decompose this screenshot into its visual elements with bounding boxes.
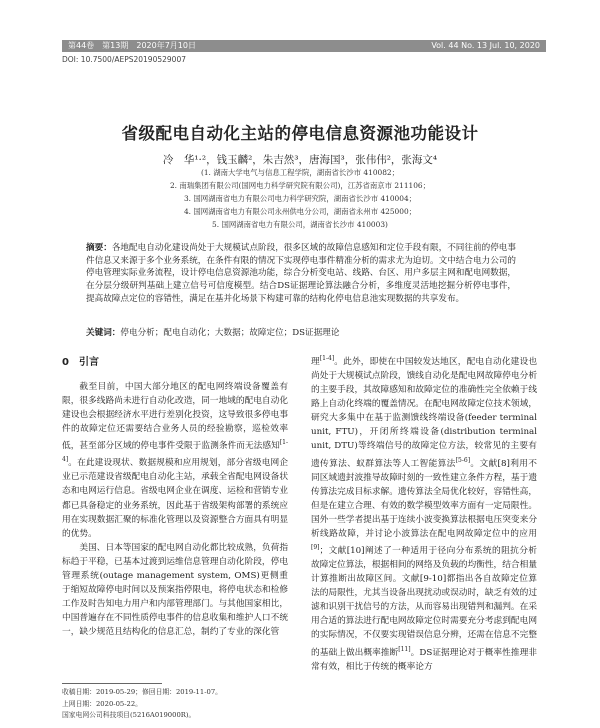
paragraph: 美国、日本等国家的配电网自动化都比较成熟，负荷指标趋于平稳，已基本过渡到运维信息管理自动化阶段，停电管理系统(outage management system, OMS)更侧重于缩短故障停电时间以及预案指停限电，将停电状态和检修工作及时告知电力用户和内部管理部门。与其他国家相比，中国普遍存在不同性质停电事件的信息收集和维护人口不统一，缺少规范且结构化的信息汇总，制约了专业的深化管 [62, 542, 288, 638]
section-heading: 0 引言 [62, 357, 99, 368]
citation: [5-6] [455, 456, 471, 464]
author-list: 冷 华¹·²，钱玉麟²，朱吉然³，唐海国³，张伟伟²，张海文⁴ [162, 154, 438, 166]
abstract-text: 各地配电自动化建设尚处于大规模试点阶段，很多区域的故障信息感知和定位手段有限，不同往前的停电事件信息又来源于多个业务系统，在条件有限的情况下实现停电事件精准分析的需求尤为迫切。文中结合电力公司的停电管理实际业务流程，设计停电信息资源池功能，综合分析变电站、线路、台区、用户多层主网和配电网数据，在分层分级研判基础上建立信号可信度模型。结合DS证据理论算法融合分析，多维度灵活地挖掘分析停电事件，提高故障点定位的容错性，满足在基并化场景下构建可靠的结构化停电信息池实现数据的共享发布。 [86, 243, 516, 304]
affiliation-line: 3. 国网湖南省电力有限公司电力科学研究院，湖南省长沙市 410004； [183, 194, 417, 203]
keywords-text: 停电分析；配电自动化；大数据；故障定位；DS证据理论 [120, 328, 340, 338]
citation: [11] [398, 645, 411, 653]
keywords-label: 关键词： [86, 328, 121, 338]
affiliation-line: 2. 南瑞集团有限公司(国网电力科学研究院有限公司)，江苏省南京市 211106； [169, 181, 431, 190]
footnotes [62, 687, 288, 722]
paragraph: 理[1-4]。此外，即使在中国较发达地区，配电自动化建设也尚处于大规模试点阶段，馈线自动化是配电网故障停电分析的主要手段，其故障感知和故障定位的准确性完全依赖于线路上自动化终端的覆盖情况。在配电网故障定位技术领域，研究大多集中在基于监测馈线终端设备(feeder terminal unit, FTU)，开闭所终端设备(distribution terminal unit, DTU)等终端信号的故障定位方法，较常见的主要有遗传算法、蚁群算法等人工智能算法[5-6]。文献[8]利用不同区域遗封波推导故障时刻的一致性建立条件方程，基于遗传算法完成目标求解。遗传算法全局优化较好，容错性高，但是在建立合理、有效的数学模型效率方面有一定局限性。国外一些学者提出基于连续小波变换算法根据电压突变来分析线路故障，并讨论小波算法在配电网故障定位中的应用[9]；文献[10]阐述了一种适用于径向分布系统的阻抗分析故障定位算法，根据相间的网络及负载的均衡性，结合相量计算推断出故障区间。文献[9-10]都指出各自故障定位算法的局限性，尤其当设备出现扰动或误动时，缺乏有效的过滤和识别干扰信号的方法，从而容易出现错判和漏判。在采用合适的算法进行配电网故障定位时需要充分考虑到配电网的实际情况，不仅要实现错误信息分辨，还需在信息不完整的基础上做出概率推断[11]。DS证据理论对于概率性推理非常有效，相比于传统的概率论方 [311, 355, 538, 672]
citation: [9] [311, 544, 320, 551]
affiliation-line: 5. 国网湖南省电力有限公司，湖南省长沙市 410003) [212, 220, 388, 229]
paragraph: 截至目前，中国大部分地区的配电网终端设备覆盖有限，很多线路尚未进行自动化改造，同一地域的配电自动化建设也会根据经济水平进行差别化投资，这导致很多停电事件的故障定位还需要结合业务人员的经验勘察，巡检效率低，甚至部分区域的停电事件受限于监测条件而无法感知[1-4]。在此建设现状、数据规模和应用规划，部分省级电网企业已示范建设省级配电自动化主站，承载全省配电网设备状态和电网运行信息。省级电网企业在调度、运检和营销专业都已具备稳定的业务系统，因此基于省级架构部署的系统应用在实现数据汇聚的标准化管理以及资源整合方面具有明显的优势。 [62, 382, 288, 539]
journal-issue-info-en: Vol. 44 No. 13 Jul. 10, 2020 [431, 41, 540, 50]
journal-issue-info: 第44卷 第13期 2020年7月10日 [68, 41, 196, 50]
affiliation-line: (1. 湖南大学电气与信息工程学院，湖南省长沙市 410082； [200, 168, 400, 177]
abstract-label: 摘要： [86, 243, 112, 253]
citation: [1-4] [62, 439, 288, 464]
paper-title: 省级配电自动化主站的停电信息资源池功能设计 [121, 124, 479, 143]
footnote-line: 上网日期：2020-05-22。 [62, 699, 142, 708]
doi: DOI: 10.7500/AEPS20190529007 [62, 55, 186, 64]
keywords [86, 326, 516, 338]
abstract [86, 242, 516, 306]
journal-header-band [62, 40, 546, 52]
footnote-line: 收稿日期：2019-05-29；修回日期：2019-11-07。 [62, 688, 222, 696]
affiliation-line: 4. 国网湖南省电力有限公司永州供电分公司，湖南省永州市 425000； [183, 207, 417, 216]
right-column [311, 352, 537, 674]
affiliation-list [0, 166, 600, 231]
citation: [1-4] [319, 355, 335, 362]
left-column [62, 356, 288, 639]
footnote-divider [62, 683, 162, 684]
footnote-line: 国家电网公司科技项目(5216A019000R)。 [62, 711, 196, 719]
